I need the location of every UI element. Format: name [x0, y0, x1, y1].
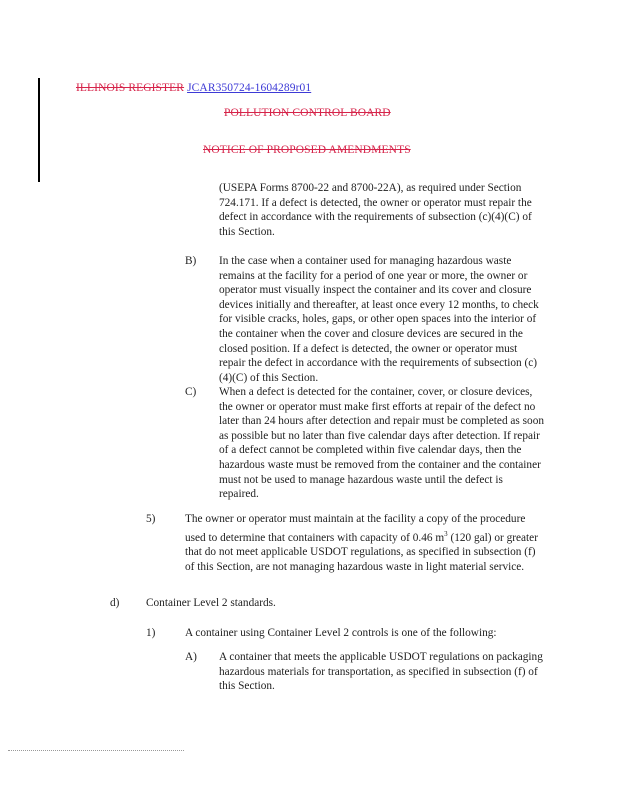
item-d-text: Container Level 2 standards.	[146, 597, 276, 609]
item-a-label: A)	[185, 651, 197, 663]
item-d1-text: A container using Container Level 2 controls is one of the following:	[185, 627, 497, 639]
board-title: POLLUTION CONTROL BOARD	[224, 107, 391, 119]
continuation-paragraph: (USEPA Forms 8700-22 and 8700-22A), as required under Section 724.171. If a defect is detected, the owner or operator must repair the defect in accordance with the requirements of subsection (c)(4)(C) of this Section.	[219, 182, 532, 238]
register-struck-text: ILLINOIS REGISTER	[76, 82, 185, 94]
register-inserted-text: JCAR350724-1604289r01	[187, 82, 312, 94]
item-c-text: When a defect is detected for the container, cover, or closure devices, the owner or operator must make first efforts at repair of the defect no later than 24 hours after detection and repair must be completed as soon as possible but no later than five calendar days after detection. If repair of a defect cannot be completed within five calendar days, then the hazardous waste must be removed from the container and the container must not be used to manage hazardous waste until the defect is repaired.	[219, 386, 544, 501]
item-c-label: C)	[185, 386, 197, 398]
item-d-label: d)	[110, 597, 120, 609]
item-d1-label: 1)	[146, 627, 156, 639]
notice-title: NOTICE OF PROPOSED AMENDMENTS	[203, 144, 411, 156]
item-5-text: The owner or operator must maintain at the facility a copy of the procedure used to determine that containers with capacity of 0.46 $m^3$ (120 gal) or greater that do not meet applicable USDOT regulations, as specified in subsection (f) of this Section, are not managing hazardous waste in light material service.	[185, 513, 538, 573]
item-a-text: A container that meets the applicable USDOT regulations on packaging hazardous materials for transportation, as specified in subsection (f) of this Section.	[219, 651, 543, 693]
revision-bar	[38, 78, 40, 182]
item-b-text: In the case when a container used for managing hazardous waste remains at the facility for a period of one year or more, the owner or operator must visually inspect the container and its cover and closure devices initially and thereafter, at least once every 12 months, to check for visible cracks, holes, gaps, or other open spaces into the interior of the container when the cover and closure devices are secured in the closed position. If a defect is detected, the owner or operator must repair the defect in accordance with the requirements of subsection (c)(4)(C) of this Section.	[219, 255, 539, 384]
item-5-label: 5)	[146, 513, 156, 525]
footer-rule	[8, 750, 184, 751]
item-b-label: B)	[185, 255, 197, 267]
register-header	[76, 82, 311, 94]
